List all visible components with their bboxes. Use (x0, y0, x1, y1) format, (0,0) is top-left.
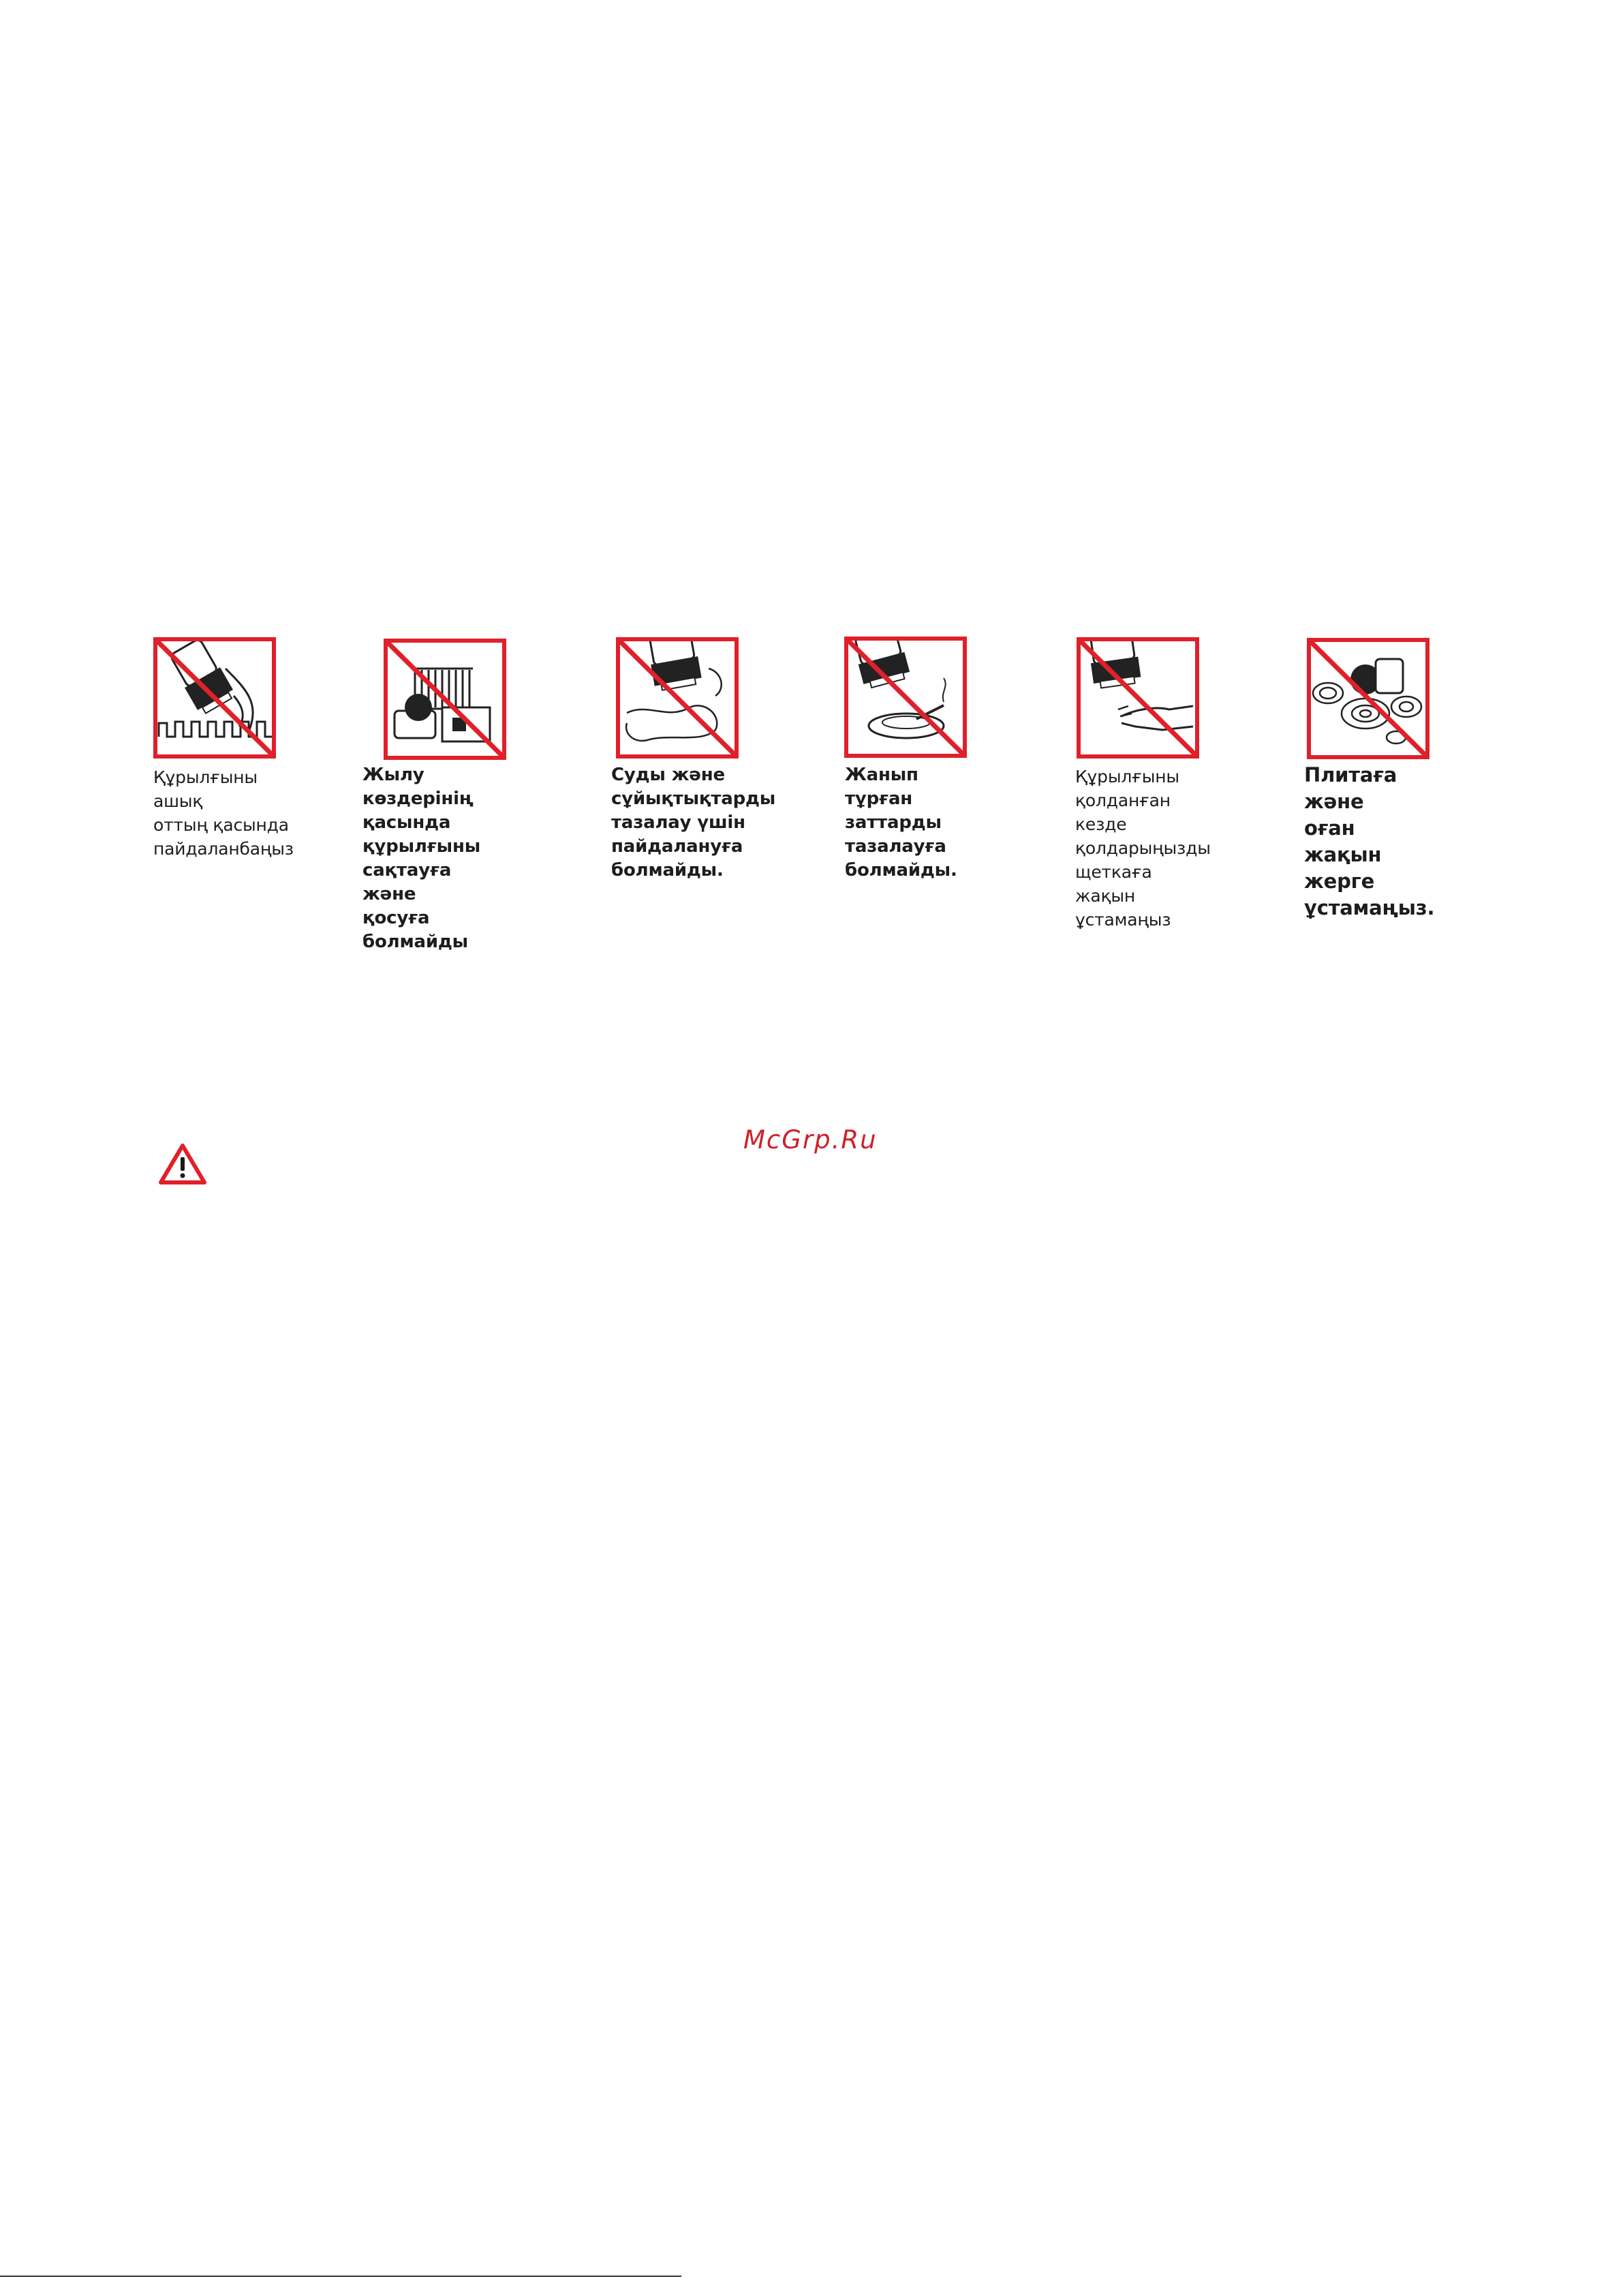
no-hands-near-brush-icon (1077, 637, 1199, 759)
no-hands-near-brush-illustration (1081, 641, 1195, 754)
warning-caption: Суды және сұйықтықтарды тазалау үшін пайдалануға болмайды. (611, 765, 776, 881)
no-open-fire-illustration (157, 641, 272, 754)
no-burning-objects-illustration (848, 641, 963, 754)
watermark-text: McGrp.Ru (743, 1125, 878, 1154)
warning-triangle-icon (158, 1142, 207, 1186)
no-burning-objects-icon (844, 637, 967, 758)
no-stove-icon (1307, 638, 1429, 759)
footer-divider (0, 2276, 681, 2277)
no-heat-source-illustration (388, 643, 502, 756)
no-open-fire-icon (153, 637, 276, 759)
no-liquids-illustration (620, 641, 735, 754)
no-stove-illustration (1311, 642, 1425, 755)
warning-caption: Құрылғыны қолданған кезде қолдарыңызды щеткаға жақын ұстамаңыз (1075, 767, 1211, 930)
warning-caption: Жанып тұрған заттарды тазалауға болмайды. (845, 765, 957, 881)
warning-caption: Жылу көздерінің қасында құрылғыны сақтауға және қосуға болмайды (362, 765, 481, 952)
no-liquids-icon (616, 637, 739, 759)
warning-caption: Құрылғыны ашық оттың қасында пайдаланбаңыз (153, 767, 294, 859)
warning-caption: Плитаға және оған жақын жерге ұстамаңыз. (1304, 763, 1435, 919)
no-heat-source-icon (384, 639, 506, 760)
